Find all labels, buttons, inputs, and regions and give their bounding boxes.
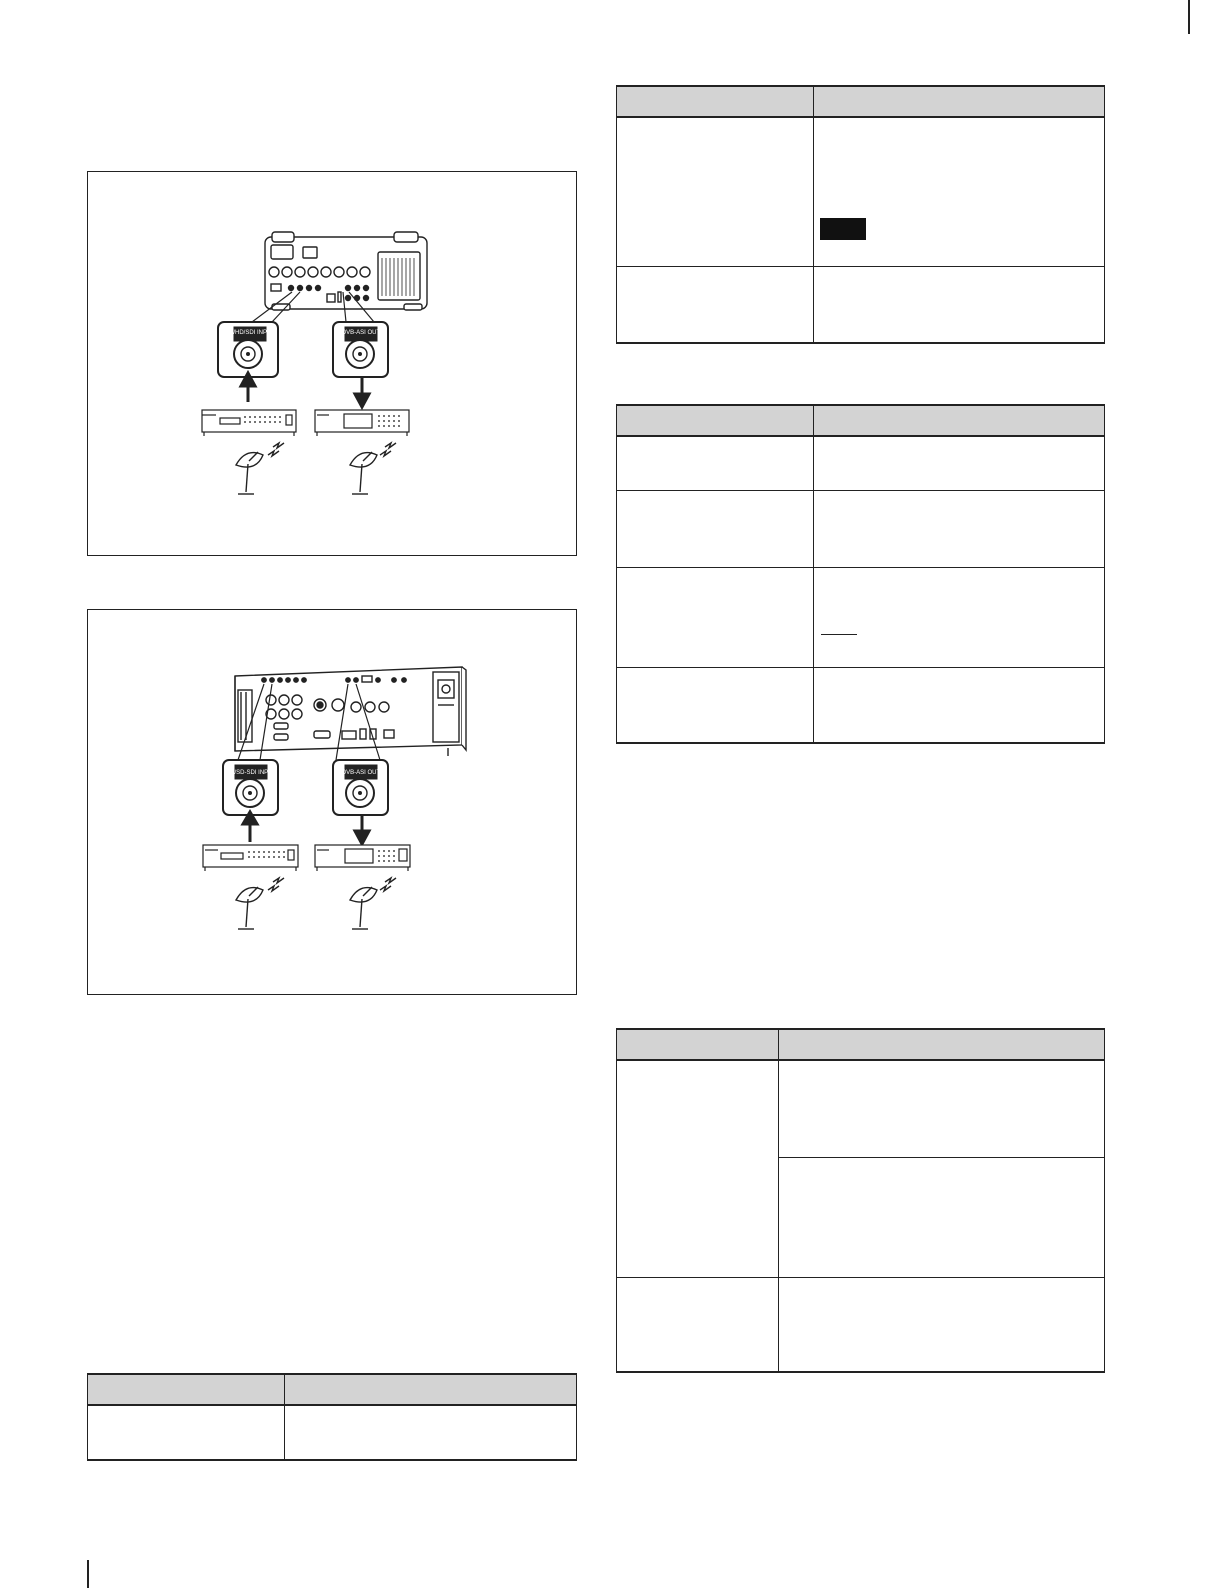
rack-device-icon xyxy=(203,845,298,871)
table-cell xyxy=(814,491,1105,568)
rack-unit-rear-panel xyxy=(235,667,466,756)
output-connector-label: DVB-ASI OUT xyxy=(341,770,381,776)
table-cell xyxy=(617,568,814,668)
note-underline xyxy=(821,634,857,635)
table-header-row xyxy=(617,1029,1105,1060)
table-cell xyxy=(617,267,814,344)
right-middle-table xyxy=(616,404,1105,744)
table-cell xyxy=(779,1060,1105,1158)
connection-diagram-portable-unit xyxy=(87,171,577,556)
table-header-row xyxy=(617,86,1105,117)
table-row xyxy=(617,436,1105,491)
table-header-cell xyxy=(617,1029,779,1060)
table-cell xyxy=(617,117,814,267)
right-top-table xyxy=(616,85,1105,344)
table-cell xyxy=(814,436,1105,491)
table-cell xyxy=(779,1278,1105,1373)
table-row xyxy=(617,1278,1105,1373)
table-header-row xyxy=(88,1374,577,1405)
table-row xyxy=(617,1060,1105,1158)
table-cell xyxy=(814,117,1105,267)
table-header-cell xyxy=(88,1374,285,1405)
table-header-cell xyxy=(617,86,814,117)
table-cell xyxy=(617,491,814,568)
bnc-connector-icon xyxy=(333,760,388,815)
table-header-cell xyxy=(617,405,814,436)
satellite-dish-icon xyxy=(236,878,284,929)
right-bottom-table xyxy=(616,1028,1105,1373)
arrow-icon xyxy=(243,812,369,844)
table-header-cell xyxy=(814,86,1105,117)
table-cell xyxy=(617,436,814,491)
output-connector-label: DVB-ASI OUT xyxy=(341,330,381,336)
rack-device-icon xyxy=(315,845,410,871)
note-badge xyxy=(820,218,866,240)
table-cell xyxy=(617,1278,779,1373)
table-header-cell xyxy=(285,1374,577,1405)
table-cell xyxy=(88,1405,285,1460)
table-row xyxy=(617,267,1105,344)
table-cell xyxy=(814,267,1105,344)
table-cell xyxy=(285,1405,577,1460)
page-edge-rule-top-right xyxy=(1188,0,1190,34)
input-connector-label: HD/SD-SDI INPUT xyxy=(225,770,277,776)
satellite-dish-icon xyxy=(350,443,396,494)
table-cell xyxy=(779,1158,1105,1278)
table-row xyxy=(617,117,1105,267)
table-row xyxy=(617,568,1105,668)
bnc-connector-icon xyxy=(223,760,278,815)
table-cell xyxy=(617,1060,779,1278)
table-cell xyxy=(617,668,814,744)
arrow-icon xyxy=(241,373,369,407)
portable-unit-rear-panel xyxy=(265,232,427,310)
satellite-dish-icon xyxy=(350,878,396,929)
satellite-dish-icon xyxy=(236,443,284,494)
table-header-cell xyxy=(814,405,1105,436)
rack-device-icon xyxy=(202,410,296,436)
table-row xyxy=(617,491,1105,568)
table-row xyxy=(88,1405,577,1460)
input-connector-label: SD/HD/SDI INPUT xyxy=(224,330,276,336)
table-header-row xyxy=(617,405,1105,436)
left-bottom-table xyxy=(87,1373,577,1461)
page-edge-rule-bottom-left xyxy=(87,1560,89,1588)
table-cell xyxy=(814,568,1105,668)
connection-diagram-rack-unit xyxy=(87,609,577,995)
table-row xyxy=(617,668,1105,744)
rack-device-icon xyxy=(315,410,409,436)
table-cell xyxy=(814,668,1105,744)
table-header-cell xyxy=(779,1029,1105,1060)
connection-diagram-svg xyxy=(88,172,578,557)
connection-diagram-svg xyxy=(88,610,578,996)
